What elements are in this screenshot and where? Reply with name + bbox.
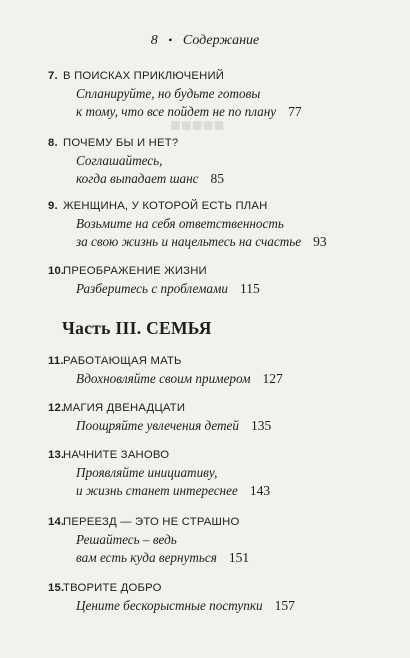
toc-entry[interactable]: [48, 354, 362, 388]
entry-number: 14.: [48, 516, 65, 528]
toc-entry[interactable]: [48, 264, 362, 298]
entry-subtitle: когда выпадает шанс: [76, 171, 199, 186]
entry-subtitle: и жизнь станет интереснее: [76, 483, 238, 498]
bullet: •: [168, 33, 173, 47]
entry-subtitle: Решайтесь – ведь: [76, 532, 177, 547]
entry-page: 77: [288, 104, 302, 119]
entry-subtitle: Разберитесь с проблемами: [76, 281, 229, 296]
entry-title: В ПОИСКАХ ПРИКЛЮЧЕНИЙ: [63, 70, 225, 82]
entry-subtitle: Возьмите на себя ответственность: [76, 216, 284, 231]
entry-page: 85: [210, 171, 225, 186]
entry-title: ЖЕНЩИНА, У КОТОРОЙ ЕСТЬ ПЛАН: [63, 200, 268, 212]
entry-subtitle: Соглашайтесь,: [76, 153, 163, 168]
entry-subtitle: вам есть куда вернуться: [76, 550, 217, 565]
entry-number: 15.: [48, 582, 65, 594]
part-heading: Часть III. СЕМЬЯ: [62, 318, 212, 338]
show-through: ■■■■■: [170, 115, 225, 135]
entry-page: 115: [240, 281, 260, 296]
entry-subtitle: Проявляйте инициативу,: [76, 465, 218, 480]
entry-title: ПОЧЕМУ БЫ И НЕТ?: [63, 137, 179, 149]
entry-title: ТВОРИТЕ ДОБРО: [63, 582, 162, 594]
entry-title: РАБОТАЮЩАЯ МАТЬ: [63, 355, 182, 367]
entry-subtitle: Поощряйте увлечения детей: [76, 418, 240, 433]
entry-title: ПРЕОБРАЖЕНИЕ ЖИЗНИ: [63, 265, 207, 277]
toc-entry[interactable]: [48, 448, 362, 500]
entry-title: МАГИЯ ДВЕНАДЦАТИ: [63, 402, 186, 414]
entry-number: 12.: [48, 402, 65, 414]
entry-subtitle: Спланируйте, но будьте готовы: [76, 86, 261, 101]
toc-entry[interactable]: [48, 401, 362, 435]
running-header: [0, 33, 410, 49]
entry-subtitle: Цените бескорыстные поступки: [76, 598, 263, 613]
page-number: 8: [150, 33, 158, 48]
toc-entry[interactable]: [48, 581, 362, 615]
entry-page: 151: [228, 550, 250, 565]
entry-title: ПЕРЕЕЗД — ЭТО НЕ СТРАШНО: [63, 516, 240, 528]
entry-subtitle: к тому, что все пойдет не по плану: [76, 104, 277, 119]
entry-number: 9.: [48, 200, 58, 212]
entry-number: 8.: [48, 137, 58, 149]
entry-subtitle: Вдохновляйте своим примером: [76, 371, 251, 386]
entry-number: 7.: [48, 70, 58, 82]
toc-entry[interactable]: [48, 69, 362, 121]
entry-page: 143: [249, 483, 271, 498]
entry-title: НАЧНИТЕ ЗАНОВО: [63, 449, 170, 461]
entry-page: 127: [262, 371, 283, 386]
entry-page: 135: [251, 418, 272, 433]
entry-number: 10.: [48, 265, 65, 277]
entry-subtitle: за свою жизнь и нацельтесь на счастье: [76, 234, 302, 249]
header-title: Содержание: [182, 33, 260, 48]
toc-entry[interactable]: [48, 515, 362, 567]
toc-entry[interactable]: [48, 199, 362, 251]
entry-page: 157: [274, 598, 295, 613]
entry-number: 13.: [48, 449, 65, 461]
toc-entry[interactable]: [48, 136, 362, 188]
entry-number: 11.: [48, 355, 64, 367]
entry-page: 93: [313, 234, 327, 249]
